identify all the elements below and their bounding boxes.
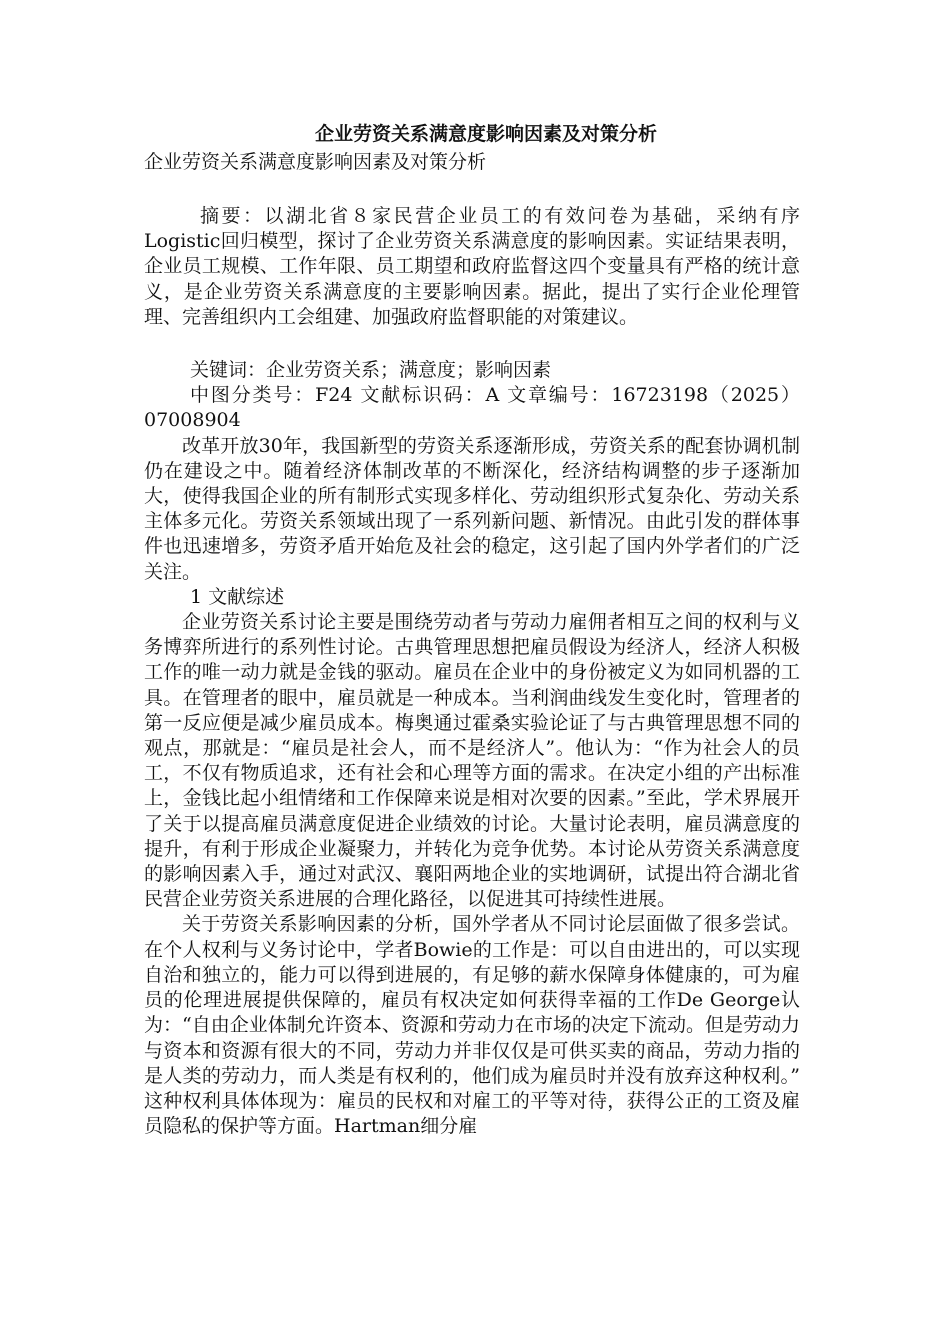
document-title: 企业劳资关系满意度影响因素及对策分析 — [314, 123, 657, 145]
document-subtitle: 企业劳资关系满意度影响因素及对策分析 — [144, 151, 487, 173]
body-paragraph-1: 企业劳资关系讨论主要是围绕劳动者与劳动力雇佣者相互之间的权利与义务博弈所进行的系列性讨论。古典管理思想把雇员假设为经济人，经济人积极工作的唯一动力就是金钱的驱动。雇员在企业中的身份被定义为如同机器的工具。在管理者的眼中，雇员就是一种成本。当利润曲线发生变化时，管理者的第一反应便是减少雇员成本。梅奥通过霍桑实验论证了与古典管理思想不同的观点，那就是：“雇员是社会人，而不是经济人”。他认为：“作为社会人的员工，不仅有物质追求，还有社会和心理等方面的需求。在决定小组的产出标准上，金钱比起小组情绪和工作保障来说是相对次要的因素。”至此，学术界展开了关于以提高雇员满意度促进企业绩效的讨论。大量讨论表明，雇员满意度的提升，有利于形成企业凝聚力，并转化为竞争优势。本讨论从劳资关系满意度的影响因素入手，通过对武汉、襄阳两地企业的实地调研，试提出符合湖北省民营企业劳资关系进展的合理化路径，以促进其可持续性进展。 — [144, 611, 800, 911]
classification-line: 中图分类号：F24 文献标识码：A 文章编号：16723198（2025）07008904 — [144, 384, 800, 432]
body-paragraph-2: 关于劳资关系影响因素的分析，国外学者从不同讨论层面做了很多尝试。在个人权利与义务讨论中，学者Bowie的工作是：可以自由进出的，可以实现自治和独立的，能力可以得到进展的，有足够的薪水保障身体健康的，可为雇员的伦理进展提供保障的，雇员有权决定如何获得幸福的工作De George认为：“自由企业体制允许资本、资源和劳动力在市场的决定下流动。但是劳动力与资本和资源有很大的不同，劳动力并非仅仅是可供买卖的商品，劳动力指的是人类的劳动力，而人类是有权利的，他们成为雇员时并没有放弃这种权利。” 这种权利具体体现为：雇员的民权和对雇工的平等对待，获得公正的工资及雇员隐私的保护等方面。Hartman细分雇 — [144, 913, 800, 1138]
document-page — [144, 120, 800, 1139]
section-heading: 1 文献综述 — [190, 585, 285, 608]
blank-line — [144, 330, 800, 358]
abstract-paragraph: 摘要：以湖北省８家民营企业员工的有效问卷为基础，采纳有序Logistic回归模型，探讨了企业劳资关系满意度的影响因素。实证结果表明，企业员工规模、工作年限、员工期望和政府监督这四个变量具有严格的统计意义，是企业劳资关系满意度的主要影响因素。据此，提出了实行企业伦理管理、完善组织内工会组建、加强政府监督职能的对策建议。 — [144, 205, 800, 328]
blank-line — [144, 176, 800, 204]
keywords-line: 关键词：企业劳资关系；满意度；影响因素 — [190, 359, 552, 382]
intro-paragraph: 改革开放30年，我国新型的劳资关系逐渐形成，劳资关系的配套协调机制仍在建设之中。随着经济体制改革的不断深化，经济结构调整的步子逐渐加大，使得我国企业的所有制形式实现多样化、劳动组织形式复杂化、劳动关系主体多元化。劳资关系领域出现了一系列新问题、新情况。由此引发的群体事件也迅速增多，劳资矛盾开始危及社会的稳定，这引起了国内外学者们的广泛关注。 — [144, 434, 800, 583]
